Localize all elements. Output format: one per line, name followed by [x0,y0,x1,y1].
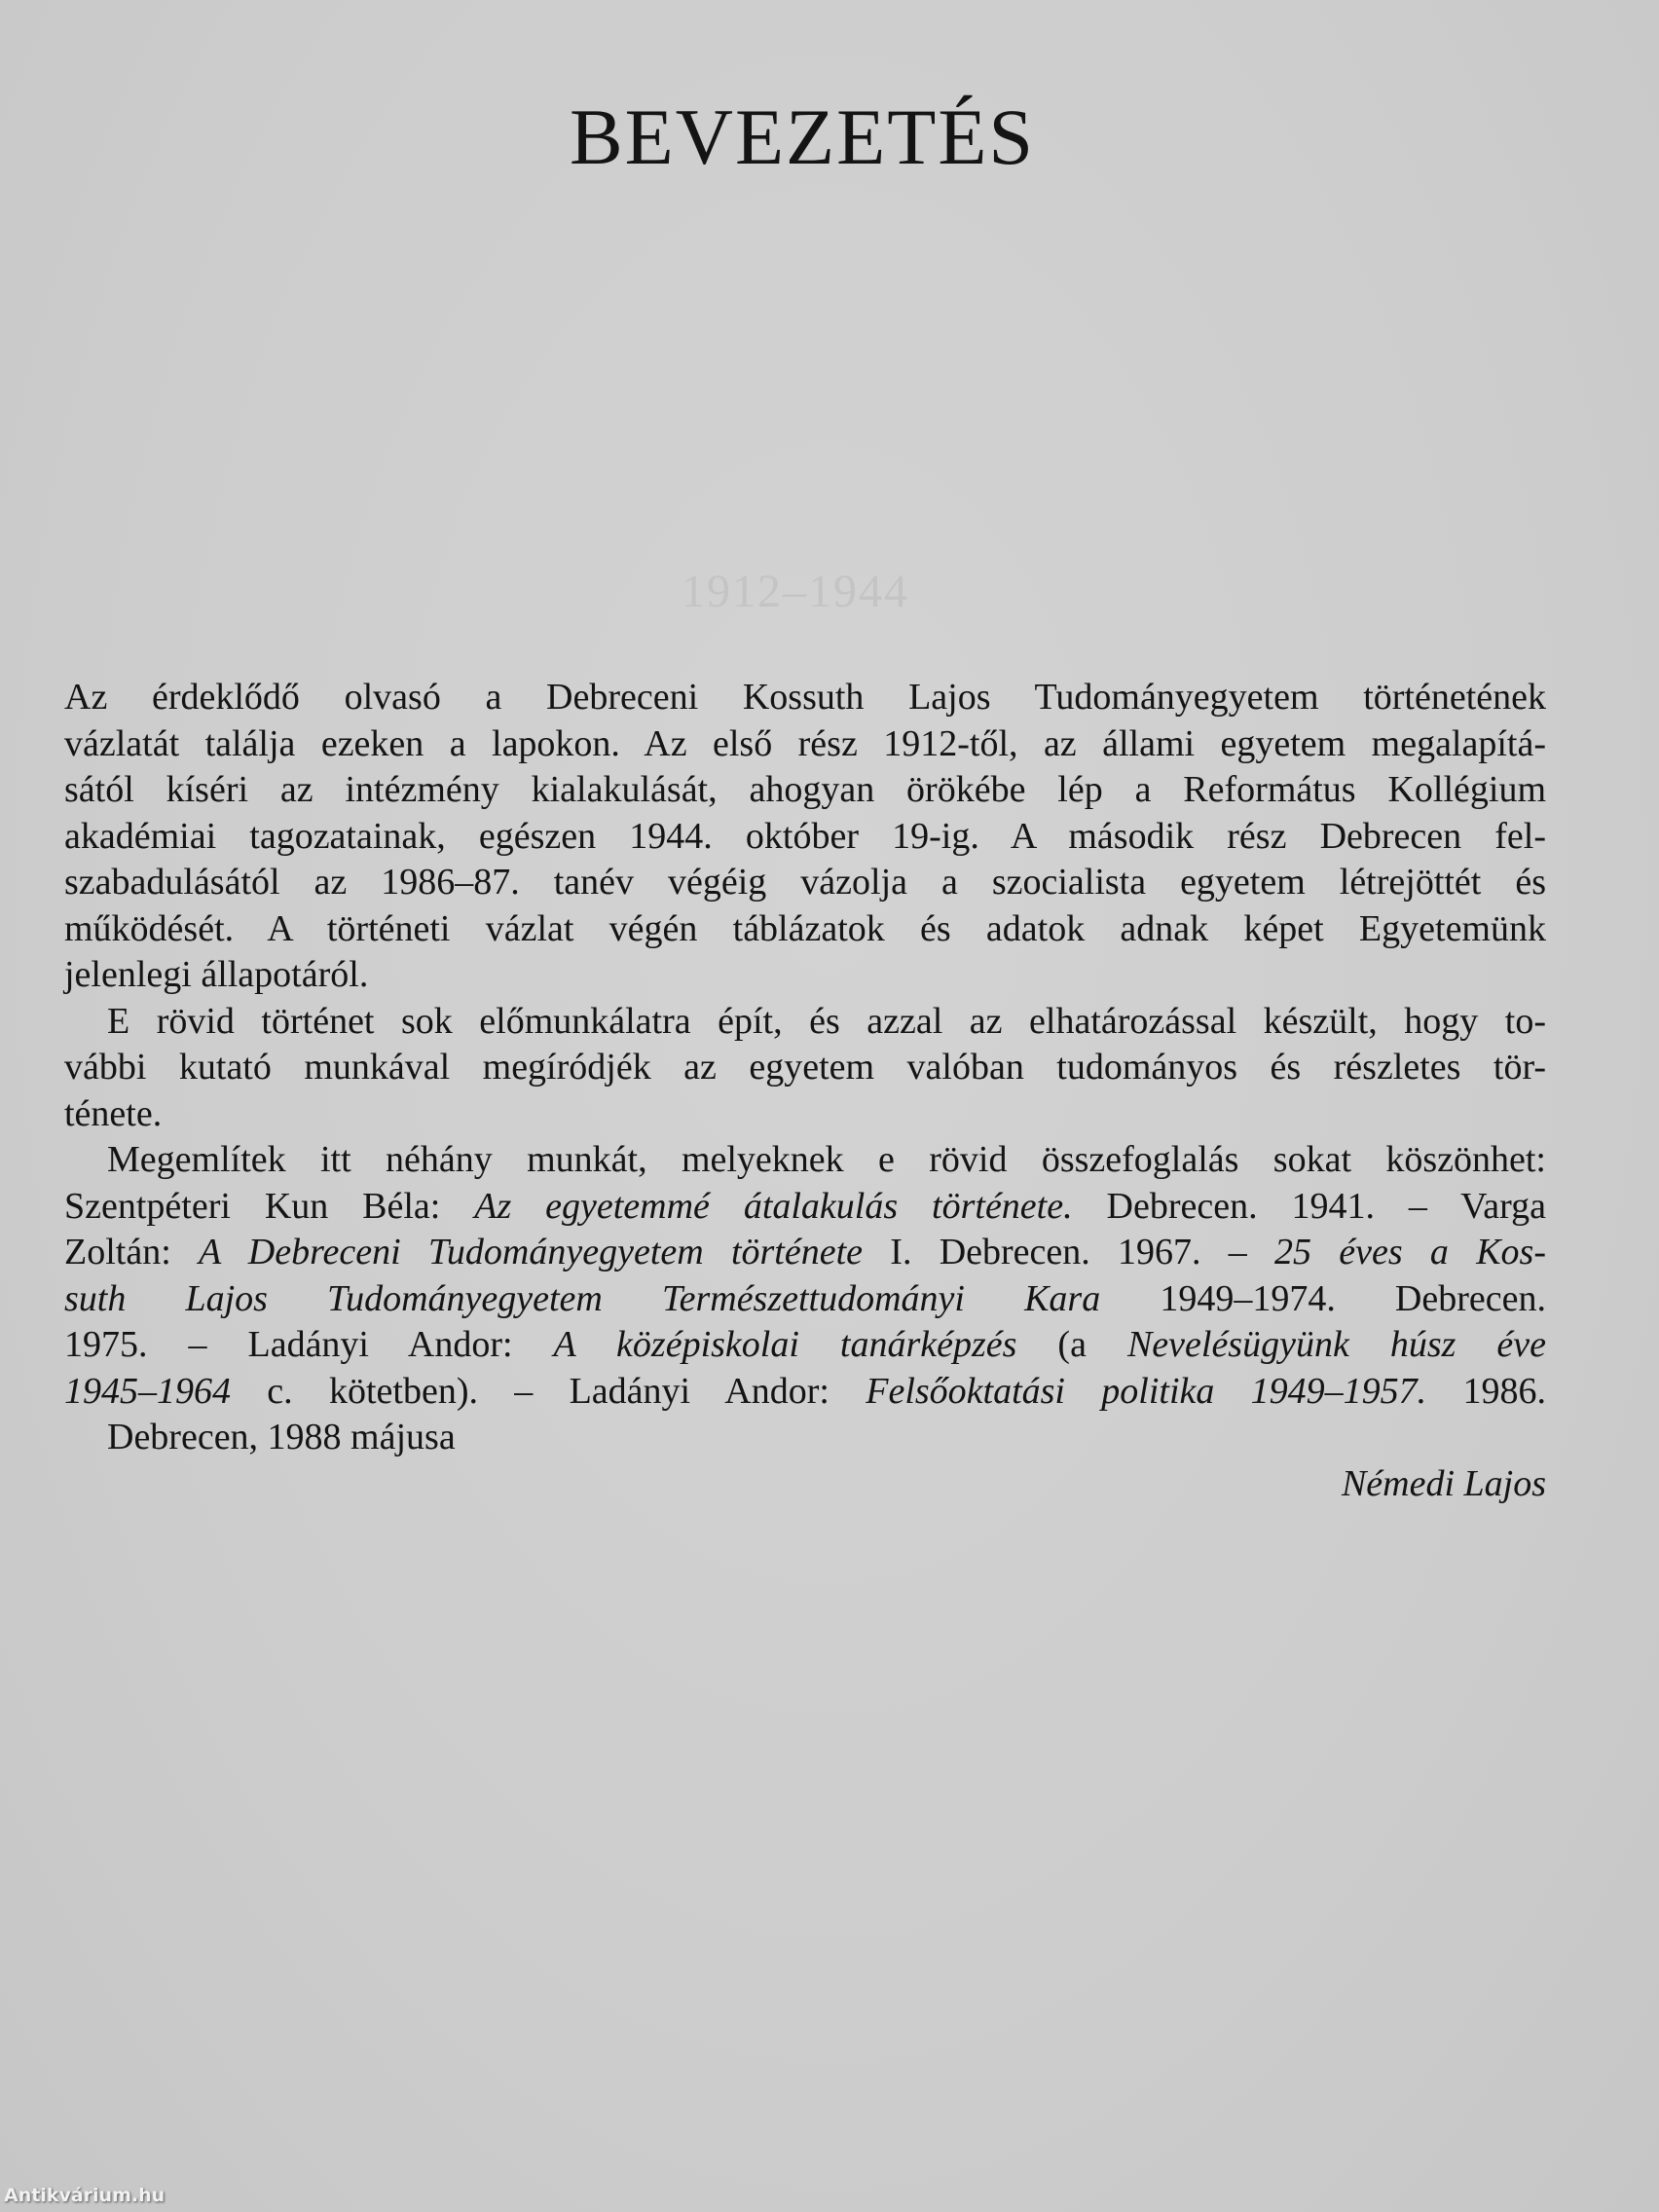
text-line: Megemlítek itt néhány munkát, melyeknek e rövid összefoglalás sokat köszönhet: [107,1139,1546,1180]
ref-title: A középiskolai tanárképzés [553,1324,1017,1365]
watermark-logo: Antikvárium.hu [4,2185,166,2206]
text-line: vázlatát találja ezeken a lapokon. Az első rész 1912-től, az állami egyetem megalapítá- [64,722,1546,764]
ref-title: Felsőoktatási politika 1949–1957. [866,1370,1427,1412]
ref-author: Szentpéteri Kun Béla: [64,1185,475,1227]
ref-details: (a [1016,1324,1127,1365]
reference-line [64,1276,1546,1323]
ref-author: Zoltán: [64,1232,200,1272]
reference-line [64,1369,1546,1416]
paragraph-3 [64,1137,1546,1461]
ref-title: Az egyetemmé átalakulás története. [474,1185,1073,1227]
ref-author: 1975. – Ladányi Andor: [64,1324,554,1365]
introduction-body [64,675,1546,1507]
reference-line [64,1230,1546,1276]
ref-title: suth Lajos Tudományegyetem Természettudományi Kara [64,1277,1101,1319]
text-line: Az érdeklődő olvasó a Debreceni Kossuth Lajos Tudományegyetem történetének [64,677,1546,718]
text-line: E rövid történet sok előmunkálatra épít, és azzal az elhatározással készült, hogy to- [107,1000,1546,1042]
ref-title: 1945–1964 [64,1370,231,1412]
show-through-heading: 1912–1944 [682,566,909,617]
reference-line [64,1322,1546,1369]
paragraph-2 [64,999,1546,1138]
text-line: ténete. [64,1092,163,1134]
paragraph-1 [64,675,1546,999]
ref-title: 25 éves a Kos- [1274,1232,1546,1272]
ref-details: 1949–1974. Debrecen. [1100,1277,1546,1319]
text-line: akadémiai tagozatainak, egészen 1944. október 19-ig. A második rész Debrecen fel- [64,815,1546,857]
page-title: BEVEZETÉS [569,92,1036,181]
ref-details: Debrecen. 1941. – Varga [1072,1185,1546,1227]
place-date: Debrecen, 1988 májusa [107,1417,456,1457]
reference-line [64,1184,1546,1231]
ref-details: c. kötetben). – Ladányi Andor: [231,1370,866,1412]
text-line: szabadulásától az 1986–87. tanév végéig vázolja a szocialista egyetem létrejöttét és [64,862,1546,903]
text-line: sától kíséri az intézmény kialakulását, ahogyan örökébe lép a Református Kollégium [64,769,1546,810]
text-line: vábbi kutató munkával megíródjék az egyetem valóban tudományos és részletes tör- [64,1047,1546,1088]
ref-title: Nevelésügyünk húsz éve [1126,1324,1546,1365]
ref-details: 1986. [1426,1370,1546,1412]
ref-details: I. Debrecen. 1967. – [863,1232,1275,1272]
ref-title: A Debreceni Tudományegyetem története [199,1232,864,1272]
text-line: jelenlegi állapotáról. [64,954,369,995]
author-signature: Némedi Lajos [1341,1462,1546,1504]
text-line: működését. A történeti vázlat végén táblázatok és adatok adnak képet Egyetemünk [64,907,1546,949]
